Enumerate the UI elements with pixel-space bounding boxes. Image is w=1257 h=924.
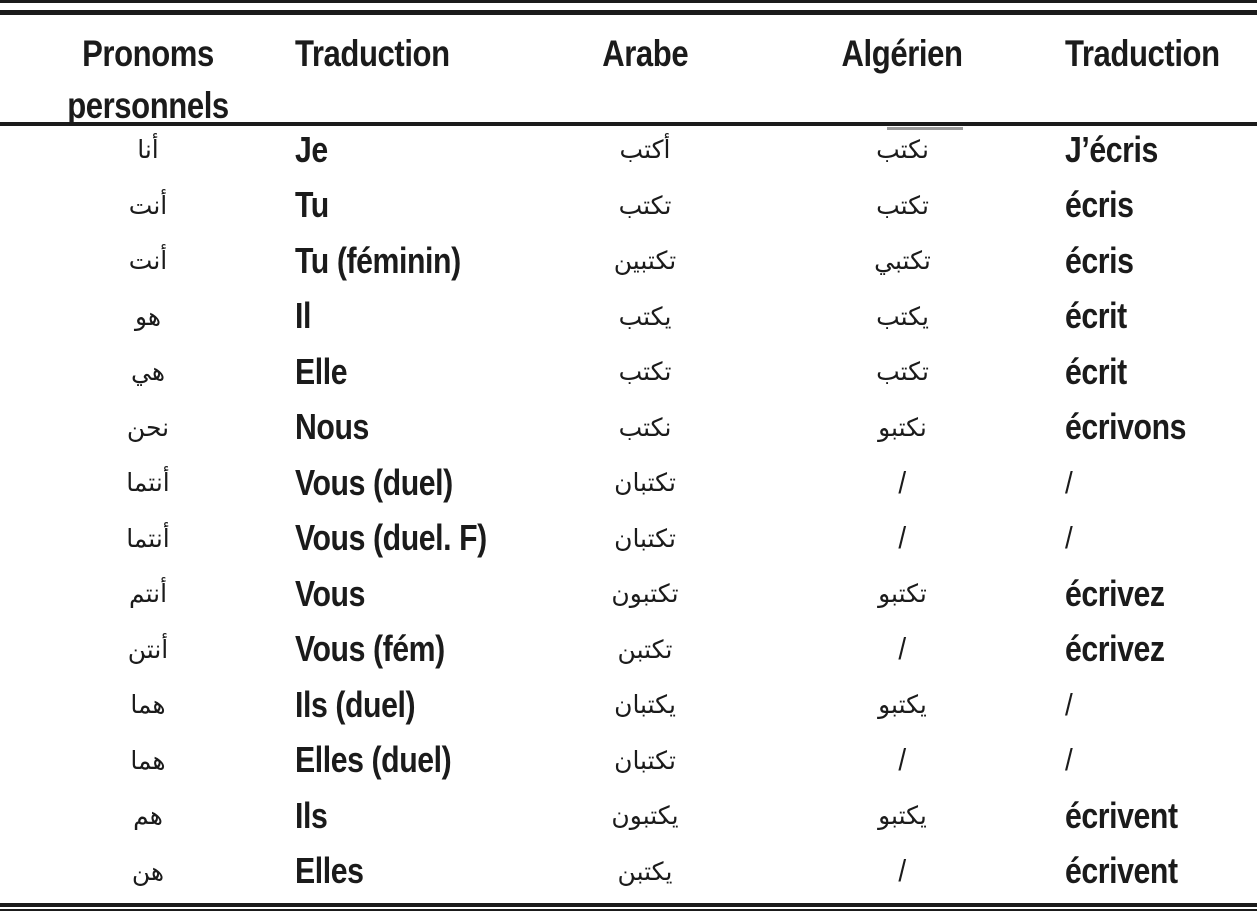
cell-arabic-standard	[540, 400, 790, 456]
cell-arabic-standard-text: أكتب	[619, 135, 671, 165]
cell-conjugation	[1035, 677, 1257, 733]
header-label: Arabe	[601, 33, 688, 74]
cell-conjugation	[1035, 511, 1257, 567]
cell-conjugation	[1035, 289, 1257, 345]
cell-algerian	[790, 677, 1035, 733]
header-label: Algérien	[841, 33, 963, 74]
cell-algerian-text: /	[898, 853, 907, 889]
cell-algerian-text: يكتبو	[878, 690, 927, 720]
cell-algerian	[790, 344, 1035, 400]
cell-translation	[250, 844, 540, 900]
cell-arabic-standard-text: يكتبن	[617, 856, 673, 886]
cell-arabic-standard	[540, 455, 790, 511]
cell-translation-text: Elle	[295, 350, 348, 392]
cell-translation	[250, 622, 540, 678]
cell-algerian-text: /	[898, 742, 907, 778]
cell-pronoun-arabic-text: نحن	[126, 412, 170, 442]
cell-algerian	[790, 178, 1035, 234]
cell-algerian	[790, 289, 1035, 345]
cell-pronoun-arabic-text: أنتما	[126, 468, 170, 498]
cell-arabic-standard	[540, 289, 790, 345]
cell-conjugation	[1035, 566, 1257, 622]
cell-arabic-standard	[540, 233, 790, 289]
cell-pronoun-arabic-text: أنت	[128, 246, 168, 276]
cell-pronoun-arabic	[0, 566, 250, 622]
cell-pronoun-arabic-text: أنتن	[127, 634, 169, 664]
cell-conjugation	[1035, 788, 1257, 844]
cell-arabic-standard-text: تكتب	[618, 357, 672, 387]
cell-arabic-standard	[540, 566, 790, 622]
cell-algerian-text: نكتب	[876, 135, 929, 165]
cell-conjugation-text: /	[1065, 742, 1073, 778]
cell-arabic-standard	[540, 622, 790, 678]
cell-arabic-standard-text: تكتبين	[613, 246, 677, 276]
cell-algerian-text: تكتب	[876, 357, 929, 387]
cell-algerian-text: نكتبو	[878, 412, 927, 442]
header-arabe	[540, 15, 790, 122]
cell-conjugation	[1035, 622, 1257, 678]
cell-conjugation-text: écrivons	[1065, 406, 1187, 448]
cell-translation-text: Vous (fém)	[295, 628, 445, 670]
cell-arabic-standard	[540, 178, 790, 234]
cell-algerian	[790, 511, 1035, 567]
cell-translation-text: Il	[295, 295, 311, 337]
cell-arabic-standard-text: تكتبان	[614, 468, 676, 498]
cell-algerian	[790, 455, 1035, 511]
cell-arabic-standard-text: يكتبان	[614, 690, 676, 720]
cell-arabic-standard-text: تكتبان	[614, 745, 676, 775]
cell-arabic-standard	[540, 733, 790, 789]
cell-translation-text: Ils	[295, 794, 328, 836]
table-top-thin-rule	[0, 0, 1257, 3]
cell-algerian-text: يكتب	[876, 301, 929, 331]
header-traduction-2	[1035, 15, 1257, 122]
cell-pronoun-arabic-text: هن	[131, 856, 165, 886]
cell-arabic-standard-text: تكتبون	[611, 579, 679, 609]
header-label: Pronoms personnels	[67, 33, 229, 126]
cell-pronoun-arabic-text: أنتما	[126, 523, 170, 553]
cell-translation-text: Tu	[295, 184, 329, 226]
cell-conjugation-text: J’écris	[1065, 128, 1158, 170]
cell-pronoun-arabic-text: هما	[130, 745, 166, 775]
cell-algerian	[790, 122, 1035, 178]
cell-pronoun-arabic	[0, 178, 250, 234]
cell-translation-text: Vous (duel)	[295, 461, 453, 503]
cell-conjugation	[1035, 178, 1257, 234]
cell-conjugation	[1035, 844, 1257, 900]
cell-conjugation	[1035, 233, 1257, 289]
cell-pronoun-arabic	[0, 677, 250, 733]
cell-pronoun-arabic	[0, 844, 250, 900]
header-label: Traduction	[295, 33, 450, 74]
cell-arabic-standard-text: تكتبان	[614, 523, 676, 553]
cell-translation-text: Tu (féminin)	[295, 239, 461, 281]
cell-arabic-standard-text: تكتب	[618, 190, 672, 220]
cell-translation	[250, 122, 540, 178]
cell-conjugation	[1035, 733, 1257, 789]
cell-algerian	[790, 566, 1035, 622]
header-traduction-1	[250, 15, 540, 122]
cell-arabic-standard	[540, 677, 790, 733]
cell-conjugation-text: /	[1065, 464, 1073, 500]
cell-translation	[250, 733, 540, 789]
cell-arabic-standard-text: نكتب	[618, 412, 672, 442]
cell-translation	[250, 511, 540, 567]
cell-conjugation-text: écrivent	[1065, 794, 1178, 836]
header-pronoms-personnels	[0, 15, 250, 126]
cell-conjugation-text: écrit	[1065, 295, 1127, 337]
cell-pronoun-arabic	[0, 344, 250, 400]
cell-conjugation	[1035, 122, 1257, 178]
cell-translation	[250, 233, 540, 289]
cell-arabic-standard	[540, 122, 790, 178]
cell-translation	[250, 677, 540, 733]
cell-translation-text: Je	[295, 128, 328, 170]
cell-pronoun-arabic-text: أنتم	[128, 579, 168, 609]
cell-translation-text: Vous (duel. F)	[295, 517, 487, 559]
cell-conjugation-text: écris	[1065, 184, 1134, 226]
header-algerien	[790, 15, 1035, 122]
cell-pronoun-arabic-text: أنا	[137, 135, 159, 165]
cell-pronoun-arabic-text: هو	[134, 301, 162, 331]
cell-algerian-text: /	[898, 520, 907, 556]
cell-arabic-standard-text: يكتب	[618, 301, 672, 331]
cell-algerian-text: تكتبو	[878, 579, 927, 609]
cell-conjugation-text: écrivez	[1065, 628, 1165, 670]
cell-pronoun-arabic	[0, 455, 250, 511]
cell-conjugation-text: écrit	[1065, 350, 1127, 392]
cell-translation	[250, 455, 540, 511]
cell-algerian-text: تكتبي	[874, 246, 931, 276]
cell-arabic-standard-text: يكتبون	[611, 801, 679, 831]
cell-pronoun-arabic	[0, 622, 250, 678]
cell-arabic-standard	[540, 844, 790, 900]
cell-conjugation-text: écrivent	[1065, 850, 1178, 892]
cell-translation-text: Ils (duel)	[295, 683, 416, 725]
cell-algerian-text: تكتب	[876, 190, 929, 220]
cell-translation-text: Vous	[295, 572, 366, 614]
cell-algerian	[790, 400, 1035, 456]
cell-algerian	[790, 788, 1035, 844]
cell-translation-text: Nous	[295, 406, 369, 448]
cell-arabic-standard	[540, 344, 790, 400]
cell-conjugation-text: écrivez	[1065, 572, 1165, 614]
cell-algerian-text: /	[898, 631, 907, 667]
cell-translation	[250, 178, 540, 234]
cell-translation	[250, 566, 540, 622]
cell-conjugation-text: écris	[1065, 239, 1134, 281]
cell-translation-text: Elles	[295, 850, 364, 892]
cell-algerian	[790, 733, 1035, 789]
cell-translation	[250, 344, 540, 400]
table-bottom-rule-outer	[0, 903, 1257, 907]
cell-arabic-standard	[540, 788, 790, 844]
cell-conjugation-text: /	[1065, 686, 1073, 722]
cell-conjugation	[1035, 455, 1257, 511]
cell-conjugation	[1035, 344, 1257, 400]
cell-arabic-standard-text: تكتبن	[617, 634, 673, 664]
cell-conjugation-text: /	[1065, 520, 1073, 556]
cell-pronoun-arabic	[0, 400, 250, 456]
cell-pronoun-arabic-text: هم	[133, 801, 163, 831]
cell-pronoun-arabic	[0, 733, 250, 789]
header-label: Traduction	[1065, 33, 1220, 74]
cell-pronoun-arabic	[0, 788, 250, 844]
cell-algerian	[790, 844, 1035, 900]
cell-pronoun-arabic-text: هي	[130, 357, 166, 387]
cell-pronoun-arabic	[0, 233, 250, 289]
cell-pronoun-arabic	[0, 511, 250, 567]
cell-algerian	[790, 233, 1035, 289]
cell-translation	[250, 788, 540, 844]
cell-translation-text: Elles (duel)	[295, 739, 452, 781]
cell-conjugation	[1035, 400, 1257, 456]
cell-arabic-standard	[540, 511, 790, 567]
cell-algerian-text: يكتبو	[878, 801, 927, 831]
cell-translation	[250, 400, 540, 456]
cell-translation	[250, 289, 540, 345]
cell-algerian-text: /	[898, 464, 907, 500]
cell-pronoun-arabic	[0, 289, 250, 345]
cell-pronoun-arabic-text: هما	[130, 690, 166, 720]
cell-algerian	[790, 622, 1035, 678]
cell-pronoun-arabic-text: أنت	[128, 190, 168, 220]
conjugation-table	[0, 15, 1257, 899]
table-bottom-rule-inner	[0, 909, 1257, 911]
